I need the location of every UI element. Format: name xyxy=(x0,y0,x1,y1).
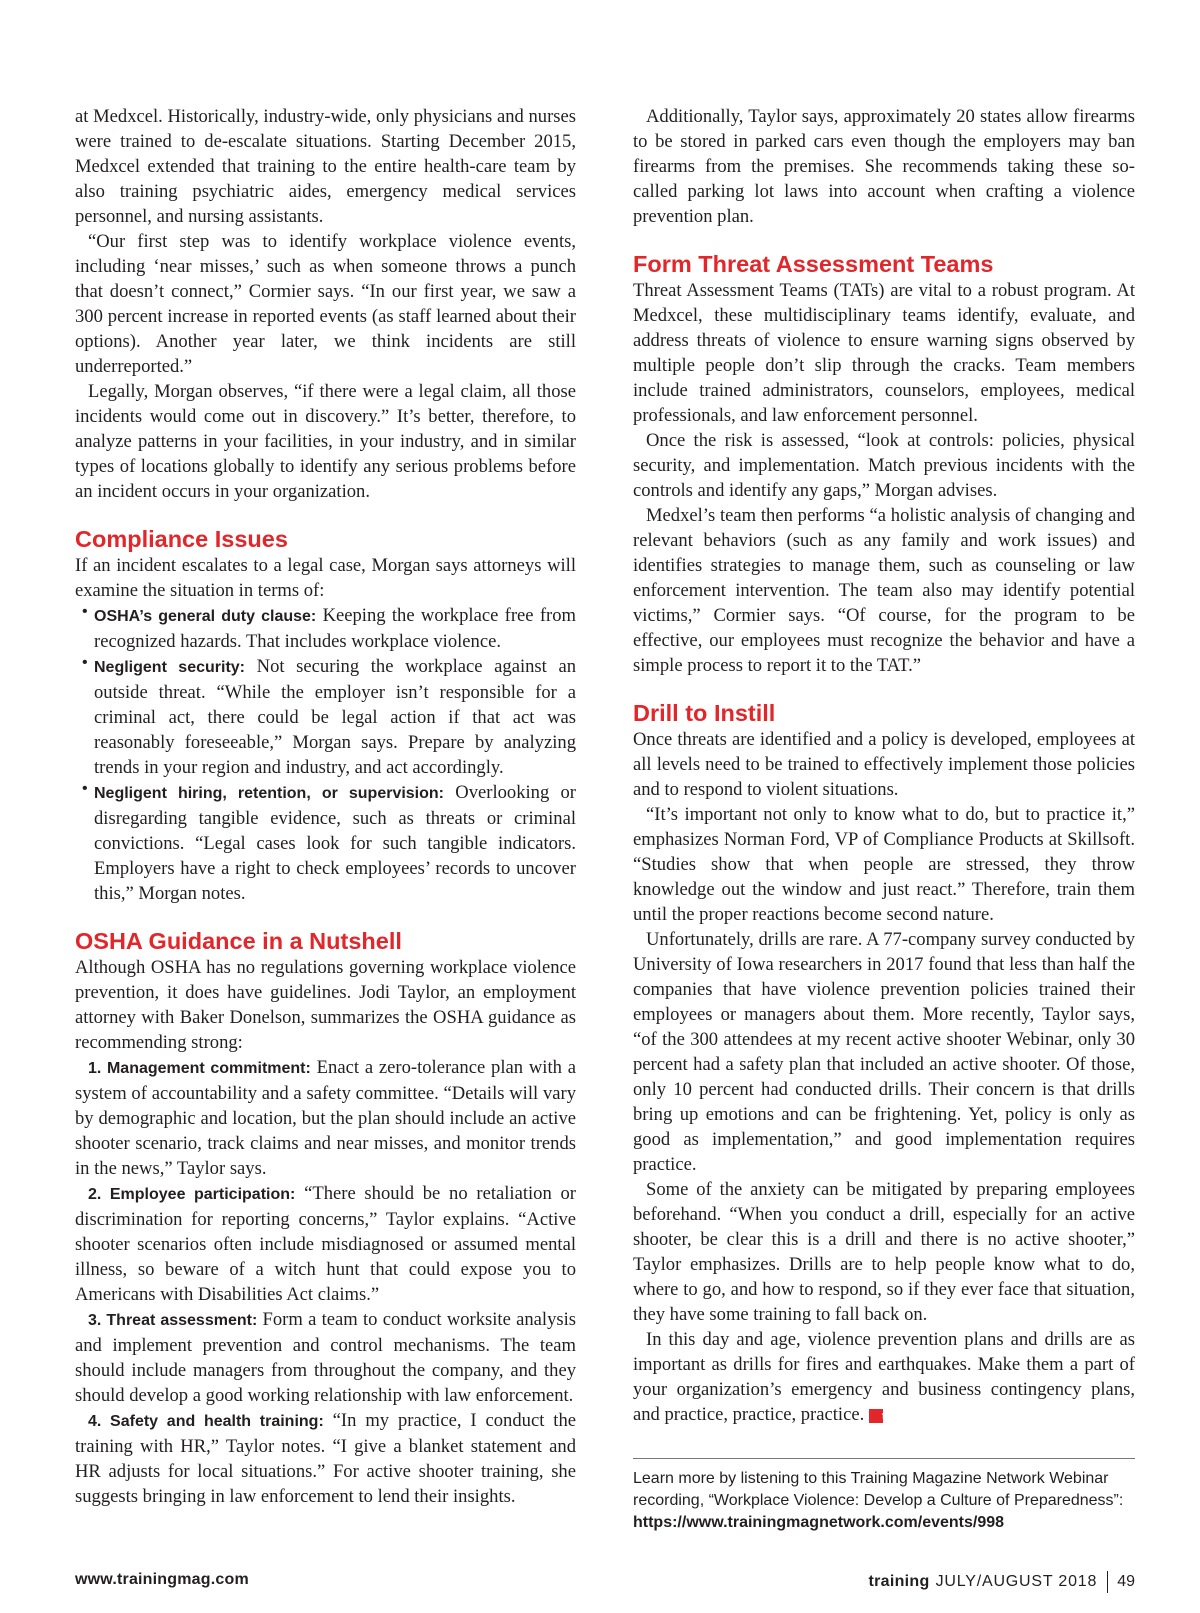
list-item xyxy=(75,654,576,780)
section-heading-osha: OSHA Guidance in a Nutshell xyxy=(75,928,402,954)
numbered-item-lead: 4. Safety and health training: xyxy=(88,1413,324,1430)
section-heading-compliance: Compliance Issues xyxy=(75,526,288,552)
paragraph: Some of the anxiety can be mitigated by preparing employees beforehand. “When you conduct a drill, especially for an active shooter, be clear this is a drill and there is no active shooter,” Taylor emphasizes. Drills are to help people know what to do, where to go, and how to respond, so if they ever face that situation, they have some training to fall back on. xyxy=(633,1179,1135,1325)
paragraph: Additionally, Taylor says, approximately 20 states allow firearms to be stored in parked cars even though the employers may ban firearms from the premises. She recommends taking these so-called parking lot laws into account when crafting a violence prevention plan. xyxy=(633,106,1135,227)
footer-folio xyxy=(869,1571,1135,1593)
bullet-icon: • xyxy=(82,654,88,671)
list-item-text: Not securing the workplace against an outside threat. “While the employer isn’t responsible for a criminal act, there could be legal action if that act was reasonably foreseeable,” Morgan says. Prepare by analyzing trends in your region and industry, and act accordingly. xyxy=(94,656,577,778)
webinar-note-text: Learn more by listening to this Training Magazine Network Webinar recording, “Workplace Violence: Develop a Culture of Preparedness”: xyxy=(633,1470,1124,1509)
webinar-link[interactable]: https://www.trainingmagnetwork.com/events/998 xyxy=(633,1514,1005,1531)
page-number: 49 xyxy=(1117,1573,1135,1590)
list-item-lead: OSHA’s general duty clause: xyxy=(94,608,317,625)
footer-issue: JULY/AUGUST 2018 xyxy=(935,1573,1098,1590)
paragraph: Legally, Morgan observes, “if there were a legal claim, all those incidents would come out in discovery.” It’s better, therefore, to analyze patterns in your facilities, in your industry, and in similar types of locations globally to identify any serious problems before an incident occurs in your organization. xyxy=(75,381,576,502)
footer-website[interactable]: www.trainingmag.com xyxy=(75,1571,249,1588)
numbered-item-text: “In my practice, I conduct the training with HR,” Taylor notes. “I give a blanket statement and HR adjusts for local situations.” For active shooter training, she suggests bringing in law enforcement to lend their insights. xyxy=(75,1410,576,1507)
numbered-item xyxy=(75,1055,576,1181)
bullet-icon: • xyxy=(82,780,88,797)
paragraph: Threat Assessment Teams (TATs) are vital to a robust program. At Medxcel, these multidisciplinary teams identify, evaluate, and address threats of violence to ensure warning signs observed by multiple people don’t slip through the cracks. Team members include trained administrators, counselors, employees, medical professionals, and law enforcement personnel. xyxy=(633,280,1135,426)
list-item-lead: Negligent security: xyxy=(94,659,246,676)
paragraph: “Our first step was to identify workplace violence events, including ‘near misses,’ such as when someone throws a punch that doesn’t connect,” Cormier says. “In our first year, we saw a 300 percent increase in reported events (as staff learned about their options). Another year later, we think incidents are still underreported.” xyxy=(75,231,576,377)
right-column xyxy=(633,104,1135,1427)
compliance-list xyxy=(75,603,576,906)
section-heading-drill: Drill to Instill xyxy=(633,700,776,726)
numbered-item xyxy=(75,1307,576,1408)
numbered-item-lead: 1. Management commitment: xyxy=(88,1060,311,1077)
list-item-text: Keeping the workplace free from recognized hazards. That includes workplace violence. xyxy=(94,605,576,652)
footer-divider xyxy=(1107,1571,1108,1593)
numbered-item-lead: 2. Employee participation: xyxy=(88,1186,296,1203)
list-item-text: Overlooking or disregarding tangible evidence, such as threats or criminal convictions. “Legal cases look for such tangible indicators. Employers have a right to check employees’ records to uncover this,” Morgan notes. xyxy=(94,782,577,904)
webinar-note xyxy=(633,1458,1135,1534)
paragraph: “It’s important not only to know what to do, but to practice it,” emphasizes Norman Ford, VP of Compliance Products at Skillsoft. “Studies show that when people are stressed, they throw knowledge out the window and just react.” Therefore, train them until the proper reactions become second nature. xyxy=(633,804,1135,925)
paragraph: Although OSHA has no regulations governing workplace violence prevention, it does have guidelines. Jodi Taylor, an employment attorney with Baker Donelson, summarizes the OSHA guidance as recommending strong: xyxy=(75,957,576,1053)
list-item-lead: Negligent hiring, retention, or supervision: xyxy=(94,785,445,802)
numbered-item-lead: 3. Threat assessment: xyxy=(88,1312,258,1329)
left-column xyxy=(75,104,576,1509)
footer-brand: training xyxy=(868,1573,930,1590)
paragraph: Once the risk is assessed, “look at controls: policies, physical security, and implementation. Match previous incidents with the controls and identify any gaps,” Morgan advises. xyxy=(633,430,1135,501)
numbered-item xyxy=(75,1181,576,1307)
bullet-icon: • xyxy=(82,603,88,620)
list-item xyxy=(75,603,576,654)
paragraph: Unfortunately, drills are rare. A 77-company survey conducted by University of Iowa researchers in 2017 found that less than half the companies that have violence prevention policies trained their employees or managers about them. More recently, Taylor says, “of the 300 attendees at my recent active shooter Webinar, only 30 percent had a safety plan that included an active shooter. Of those, only 10 percent had conducted drills. Their concern is that drills bring up emotions and can be frightening. Yet, policy is only as good as implementation,” and good implementation requires practice. xyxy=(633,929,1135,1175)
paragraph: Once threats are identified and a policy is developed, employees at all levels need to be trained to effectively implement those policies and to respond to violent situations. xyxy=(633,729,1135,800)
numbered-item-text: “There should be no retaliation or discrimination for reporting concerns,” Taylor explains. “Active shooter scenarios often include misdiagnosed or assumed mental illness, so beware of a witch hunt that could expose you to Americans with Disabilities Act claims.” xyxy=(75,1183,576,1305)
paragraph: Medxel’s team then performs “a holistic analysis of changing and relevant behaviors (such as any family and work issues) and identifies strategies to manage them, such as counseling or law enforcement intervention. The team also may identify potential victims,” Cormier says. “Of course, for the program to be effective, our employees must recognize the behavior and have a simple process to report it to the TAT.” xyxy=(633,505,1135,676)
closing-text: In this day and age, violence prevention plans and drills are as important as drills for fires and earthquakes. Make them a part of your organization’s emergency and business contingency plans, and practice, practice, practice. xyxy=(633,1329,1135,1425)
paragraph xyxy=(633,1327,1135,1427)
paragraph: If an incident escalates to a legal case, Morgan says attorneys will examine the situation in terms of: xyxy=(75,555,576,601)
end-mark-icon: t xyxy=(869,1409,883,1423)
paragraph: at Medxcel. Historically, industry-wide, only physicians and nurses were trained to de-escalate situations. Starting December 2015, Medxcel extended that training to the entire health-care team by also training psychiatric aides, emergency medical services personnel, and nursing assistants. xyxy=(75,106,576,227)
section-heading-tat: Form Threat Assessment Teams xyxy=(633,251,994,277)
numbered-item-text: Form a team to conduct worksite analysis and implement prevention and control mechanisms. The team should include managers from throughout the company, and they should develop a good working relationship with law enforcement. xyxy=(75,1309,577,1406)
list-item xyxy=(75,780,576,906)
numbered-item xyxy=(75,1408,576,1509)
numbered-item-text: Enact a zero-tolerance plan with a system of accountability and a safety committee. “Details will vary by demographic and location, but the plan should include an active shooter scenario, track claims and near misses, and monitor trends in the news,” Taylor says. xyxy=(75,1057,577,1179)
